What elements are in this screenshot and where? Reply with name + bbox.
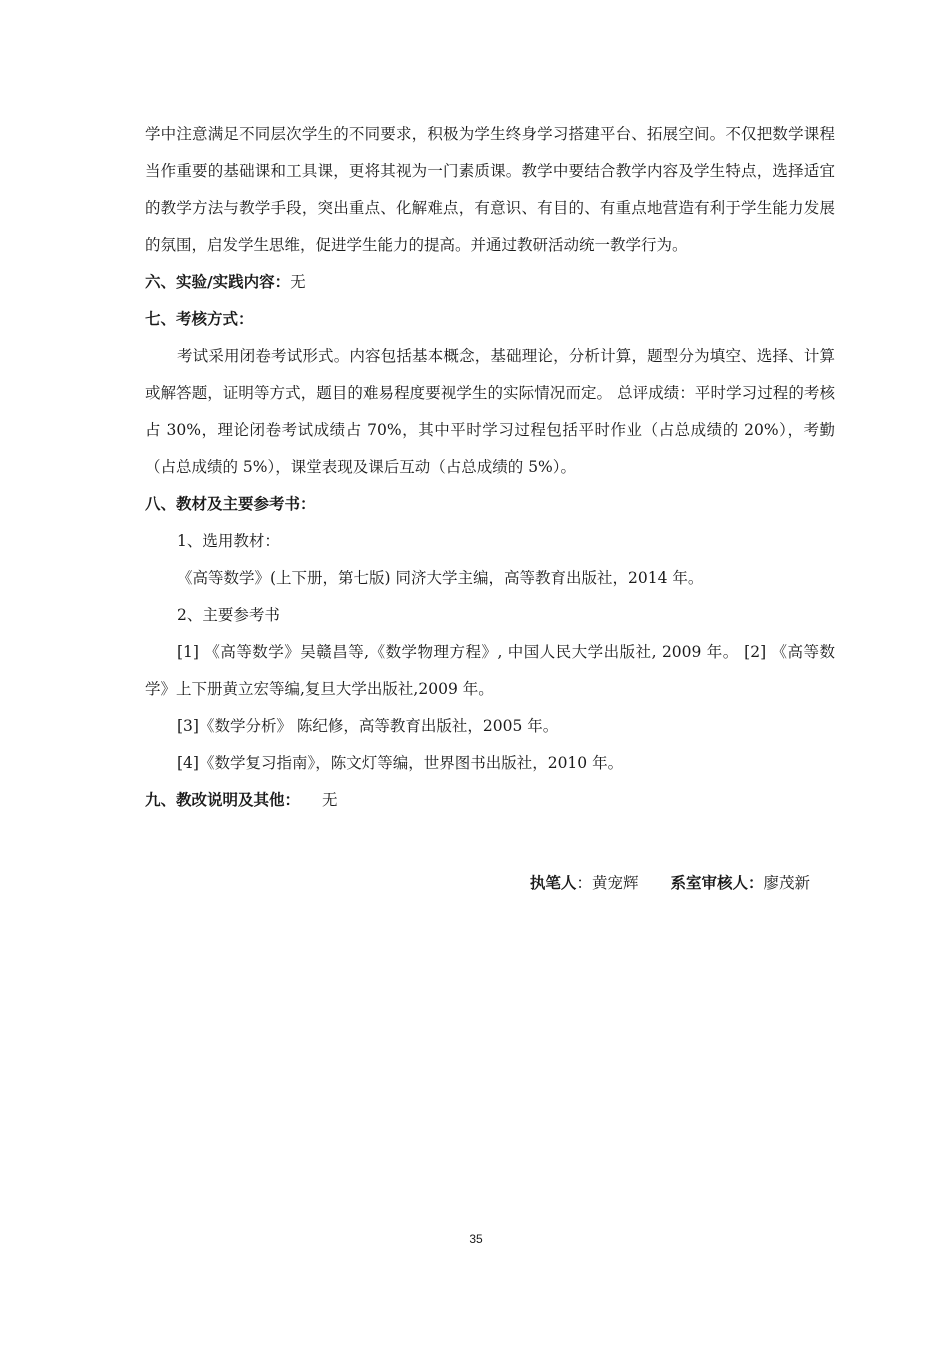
author-separator: ： — [576, 874, 592, 892]
signature-line — [0, 870, 810, 896]
section-six-value: 无 — [290, 273, 306, 291]
textbook-label: 1、选用教材： — [177, 532, 280, 550]
section-eight-heading: 八、教材及主要参考书： — [145, 495, 316, 513]
section-nine-title: 九、教改说明及其他： — [145, 791, 301, 809]
author-name: 黄宠辉 — [591, 874, 639, 892]
reviewer-name: 廖茂新 — [763, 874, 810, 892]
section-six-heading — [145, 264, 835, 301]
author-label: 执笔人 — [529, 874, 577, 892]
reference-1-2: [1] 《高等数学》吴赣昌等,《数学物理方程》, 中国人民大学出版社, 2009 年。 [2] 《高等数学》上下册黄立宏等编,复旦大学出版社,2009 年。 — [145, 643, 835, 698]
assessment-paragraph: 考试采用闭卷考试形式。内容包括基本概念，基础理论，分析计算，题型分为填空、选择、计算或解答题，证明等方式，题目的难易程度要视学生的实际情况而定。 总评成绩：平时学习过程的考核占 30%，理论闭卷考试成绩占 70%，其中平时学习过程包括平时作业（占总成绩的 20%），考勤（占总成绩的 5%），课堂表现及课后互动（占总成绩的 5%）。 — [145, 347, 835, 476]
document-body — [145, 116, 835, 819]
paragraph-teaching-method: 学中注意满足不同层次学生的不同要求，积极为学生终身学习搭建平台、拓展空间。不仅把数学课程当作重要的基础课和工具课，更将其视为一门素质课。教学中要结合教学内容及学生特点，选择适宜的教学方法与教学手段，突出重点、化解难点，有意识、有目的、有重点地营造有利于学生能力发展的氛围，启发学生思维，促进学生能力的提高。并通过教研活动统一教学行为。 — [145, 125, 835, 254]
page-number: 35 — [469, 1232, 483, 1246]
section-six-title: 六、实验/实践内容： — [145, 273, 291, 291]
textbook-entry: 《高等数学》(上下册，第七版) 同济大学主编，高等教育出版社，2014 年。 — [177, 569, 704, 587]
reference-3: [3]《数学分析》 陈纪修，高等教育出版社，2005 年。 — [177, 717, 559, 735]
reference-4: [4]《数学复习指南》，陈文灯等编，世界图书出版社，2010 年。 — [177, 754, 624, 772]
section-nine-heading — [145, 782, 835, 819]
section-seven-heading: 七、考核方式： — [145, 310, 254, 328]
reviewer-label: 系室审核人： — [670, 874, 764, 892]
section-nine-value: 无 — [322, 791, 338, 809]
references-label: 2、主要参考书 — [177, 606, 280, 624]
